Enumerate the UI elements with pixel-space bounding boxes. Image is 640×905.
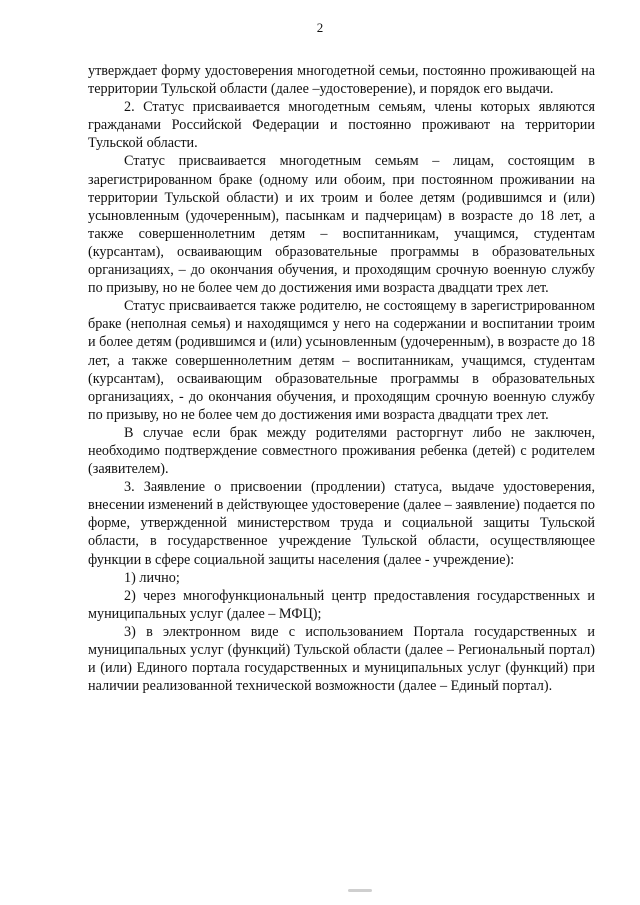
paragraph-continuation: утверждает форму удостоверения многодетной семьи, постоянно проживающей на территории Тульской области (далее –удостоверение), и порядок его выдачи. (88, 63, 595, 98)
paragraph-divorce-case: В случае если брак между родителями расторгнут либо не заключен, необходимо подтверждение совместного проживания ребенка (детей) с родителем (заявителем). (88, 424, 595, 478)
list-item-electronic: 3) в электронном виде с использованием Портала государственных и муниципальных услуг (функций) Тульской области (далее – Региональный портал) и (или) Единого портала государственных и муниципальных услуг (функций) при наличии реализованной технической возможности (далее – Единый портал). (88, 623, 595, 695)
document-body (88, 62, 595, 695)
paragraph-clause-3: 3. Заявление о присвоении (продлении) статуса, выдаче удостоверения, внесении изменений в действующее удостоверение (далее – заявление) подается по форме, утвержденной министерством труда и социальной защиты Тульской области, в государственное учреждение Тульской области, осуществляющее функции в сфере социальной защиты населения (далее - учреждение): (88, 479, 595, 568)
page-number: 2 (316, 20, 324, 35)
paragraph-status-married: Статус присваивается многодетным семьям – лицам, состоящим в зарегистрированном браке (одному или обоим, при постоянном проживании на территории Тульской области) и их троим и более детям (родившимся и (или) усыновленным (удочеренным), пасынкам и падчерицам) в возрасте до 18 лет, а также совершеннолетним детям – воспитанникам, учащимся, студентам (курсантам), осваивающим образовательные программы в образовательных организациях, – до окончания обучения, и проходящим срочную военную службу по призыву, но не более чем до достижения ими возраста двадцати трех лет. (88, 153, 595, 297)
paragraph-clause-2: 2. Статус присваивается многодетным семьям, члены которых являются гражданами Российской Федерации и постоянно проживают на территории Тульской области. (88, 99, 595, 152)
list-item-mfc: 2) через многофункциональный центр предоставления государственных и муниципальных услуг (далее – МФЦ); (88, 587, 595, 622)
scan-mark (348, 889, 372, 892)
list-item-in-person: 1) лично; (124, 569, 180, 586)
paragraph-status-single-parent: Статус присваивается также родителю, не состоящему в зарегистрированном браке (неполная семья) и находящимся у него на содержании и воспитании троим и более детям (родившимся и (или) усыновленным (удочеренным), в возрасте до 18 лет, а также совершеннолетним детям – воспитанникам, учащимся, студентам (курсантам), осваивающим образовательные программы в образовательных организациях, - до окончания обучения, и проходящим срочную военную службу по призыву, но не более чем до достижения ими возраста двадцати трех лет. (88, 298, 595, 423)
